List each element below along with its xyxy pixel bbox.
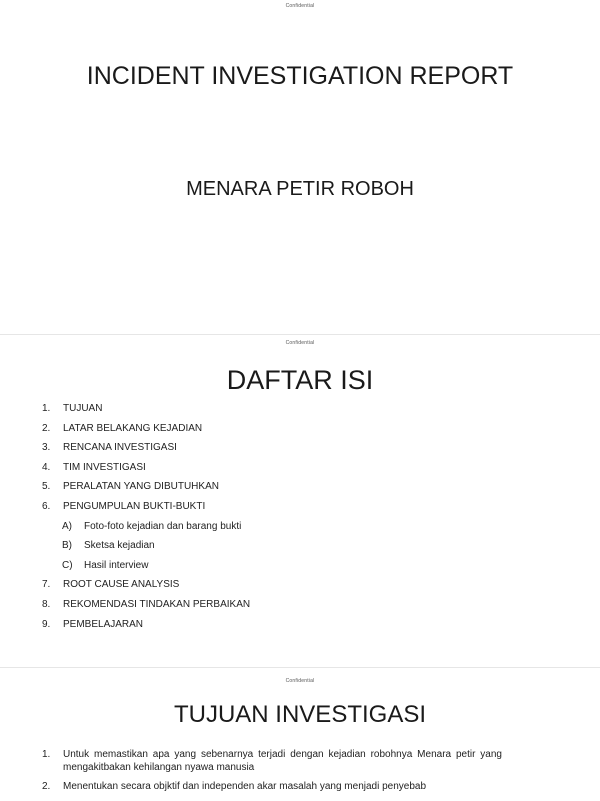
- toc-subitem: [42, 556, 562, 576]
- report-subtitle: MENARA PETIR ROBOH: [186, 178, 414, 200]
- toc-item-label: PENGUMPULAN BUKTI-BUKTI: [63, 500, 206, 512]
- toc-subitem: [42, 536, 562, 556]
- toc-item-number: 1.: [42, 403, 51, 414]
- toc-slide: [0, 334, 600, 668]
- objectives-slide: [0, 667, 600, 801]
- toc-item-label: Sketsa kejadian: [84, 540, 155, 552]
- toc-item-number: C): [62, 559, 73, 571]
- toc-item-label: TUJUAN: [63, 403, 103, 414]
- toc-item: [42, 575, 562, 595]
- toc-item-number: 2.: [42, 422, 51, 434]
- toc-item-label: PERALATAN YANG DIBUTUHKAN: [63, 481, 219, 493]
- toc-item-number: B): [62, 540, 72, 552]
- objective-text: Menentukan secara objktif dan independen akar masalah yang menjadi penyebab: [63, 781, 427, 792]
- toc-heading: DAFTAR ISI: [226, 365, 374, 395]
- toc-item-number: 8.: [42, 598, 51, 610]
- toc-item: [42, 399, 562, 419]
- toc-item-number: 9.: [42, 618, 51, 630]
- toc-item: [42, 615, 562, 635]
- toc-item-number: 6.: [42, 500, 51, 512]
- toc-item-label: Foto-foto kejadian dan barang bukti: [84, 520, 242, 532]
- toc-item-label: LATAR BELAKANG KEJADIAN: [63, 422, 203, 434]
- toc-item: [42, 477, 562, 497]
- toc-item: [42, 497, 562, 517]
- objectives-heading: TUJUAN INVESTIGASI: [173, 701, 427, 728]
- toc-item-number: 4.: [42, 461, 51, 473]
- confidential-label: Confidential: [285, 678, 315, 684]
- toc-item-label: PEMBELAJARAN: [63, 618, 144, 630]
- objective-number: 2.: [42, 781, 51, 792]
- cover-slide: [0, 0, 600, 334]
- toc-subitem: [42, 517, 562, 537]
- objective-item: [42, 748, 502, 774]
- toc-item-number: 5.: [42, 481, 51, 493]
- objective-number: 1.: [42, 749, 51, 760]
- report-title: INCIDENT INVESTIGATION REPORT: [86, 62, 514, 90]
- confidential-label: Confidential: [285, 340, 315, 346]
- toc-item: [42, 438, 562, 458]
- objective-item: [42, 780, 502, 793]
- objective-text: Untuk memastikan apa yang sebenarnya terjadi dengan kejadian robohnya Menara petir yang mengakitbakan kehilangan nyawa manusia: [63, 749, 502, 773]
- toc-item-number: A): [62, 520, 72, 532]
- toc-item-label: ROOT CAUSE ANALYSIS: [63, 579, 180, 591]
- objectives-list: [42, 748, 502, 799]
- toc-item-label: RENCANA INVESTIGASI: [63, 442, 177, 454]
- toc-item-label: REKOMENDASI TINDAKAN PERBAIKAN: [63, 598, 251, 610]
- toc-item-label: Hasil interview: [84, 559, 149, 571]
- toc-item: [42, 595, 562, 615]
- toc-list: [42, 399, 562, 634]
- toc-item-number: 3.: [42, 442, 51, 454]
- confidential-label: Confidential: [285, 3, 315, 9]
- toc-item-number: 7.: [42, 579, 51, 591]
- toc-item: [42, 419, 562, 439]
- toc-item-label: TIM INVESTIGASI: [63, 461, 146, 473]
- toc-item: [42, 458, 562, 478]
